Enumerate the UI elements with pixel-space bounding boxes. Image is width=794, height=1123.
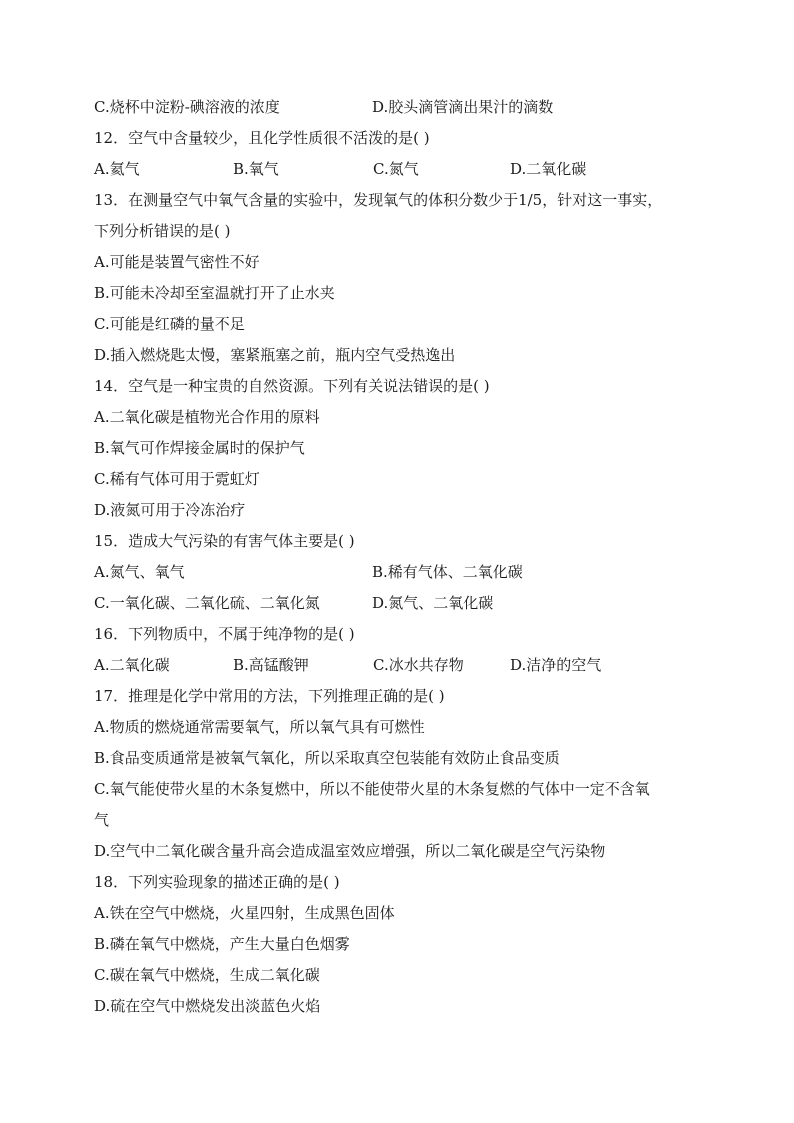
q11-option-c: C.烧杯中淀粉-碘溶液的浓度 (94, 98, 280, 116)
q16-option-a: A.二氧化碳 (94, 656, 170, 674)
q13-stem-line-1: 13．在测量空气中氧气含量的实验中，发现氧气的体积分数少于1/5，针对这一事实， (94, 191, 663, 209)
q13-option-c: C.可能是红磷的量不足 (94, 315, 245, 333)
q14-option-a: A.二氧化碳是植物光合作用的原料 (94, 408, 320, 426)
q14-option-d: D.液氮可用于冷冻治疗 (94, 501, 246, 519)
q15-stem: 15．造成大气污染的有害气体主要是( ) (94, 532, 355, 550)
q13-option-d: D.插入燃烧匙太慢，塞紧瓶塞之前，瓶内空气受热逸出 (94, 346, 456, 364)
q13-option-b: B.可能未冷却至室温就打开了止水夹 (94, 284, 335, 302)
q12-options-row (94, 154, 704, 185)
q12-stem: 12．空气中含量较少，且化学性质很不活泼的是( ) (94, 129, 430, 147)
q11-options-row (94, 92, 704, 123)
q17-option-c-line-1: C.氧气能使带火星的木条复燃中，所以不能使带火星的木条复燃的气体中一定不含氧 (94, 780, 650, 798)
q14-stem: 14．空气是一种宝贵的自然资源。下列有关说法错误的是( ) (94, 377, 490, 395)
q17-option-d: D.空气中二氧化碳含量升高会造成温室效应增强，所以二氧化碳是空气污染物 (94, 842, 606, 860)
q18-option-d: D.硫在空气中燃烧发出淡蓝色火焰 (94, 997, 321, 1015)
q12-option-c: C.氮气 (373, 160, 419, 178)
q18-option-a: A.铁在空气中燃烧，火星四射，生成黑色固体 (94, 904, 395, 922)
q12-option-b: B.氧气 (233, 160, 279, 178)
q16-option-d: D.洁净的空气 (510, 656, 602, 674)
q15-option-a: A.氮气、氧气 (94, 563, 185, 581)
q14-option-b: B.氧气可作焊接金属时的保护气 (94, 439, 305, 457)
q13-option-a: A.可能是装置气密性不好 (94, 253, 260, 271)
q15-option-c: C.一氧化碳、二氧化硫、二氧化氮 (94, 594, 320, 612)
q15-option-d: D.氮气、二氧化碳 (372, 594, 494, 612)
q12-option-d: D.二氧化碳 (510, 160, 587, 178)
q17-option-c-line-2: 气 (94, 811, 110, 829)
q16-option-c: C.冰水共存物 (373, 656, 464, 674)
q15-options-row-1 (94, 557, 704, 588)
q15-options-row-2 (94, 588, 704, 619)
q18-option-b: B.磷在氧气中燃烧，产生大量白色烟雾 (94, 935, 350, 953)
q17-option-a: A.物质的燃烧通常需要氧气，所以氧气具有可燃性 (94, 718, 425, 736)
q16-stem: 16．下列物质中，不属于纯净物的是( ) (94, 625, 355, 643)
q12-option-a: A.氦气 (94, 160, 140, 178)
q16-option-b: B.高锰酸钾 (233, 656, 309, 674)
q15-option-b: B.稀有气体、二氧化碳 (372, 563, 523, 581)
q17-stem: 17．推理是化学中常用的方法，下列推理正确的是( ) (94, 687, 445, 705)
q14-option-c: C.稀有气体可用于霓虹灯 (94, 470, 260, 488)
question-list (94, 92, 704, 1022)
q18-option-c: C.碳在氧气中燃烧，生成二氧化碳 (94, 966, 320, 984)
q16-options-row (94, 650, 704, 681)
q13-stem-line-2: 下列分析错误的是( ) (94, 222, 231, 240)
q18-stem: 18．下列实验现象的描述正确的是( ) (94, 873, 340, 891)
q11-option-d: D.胶头滴管滴出果汁的滴数 (372, 98, 554, 116)
q17-option-b: B.食品变质通常是被氧气氧化，所以采取真空包装能有效防止食品变质 (94, 749, 560, 767)
